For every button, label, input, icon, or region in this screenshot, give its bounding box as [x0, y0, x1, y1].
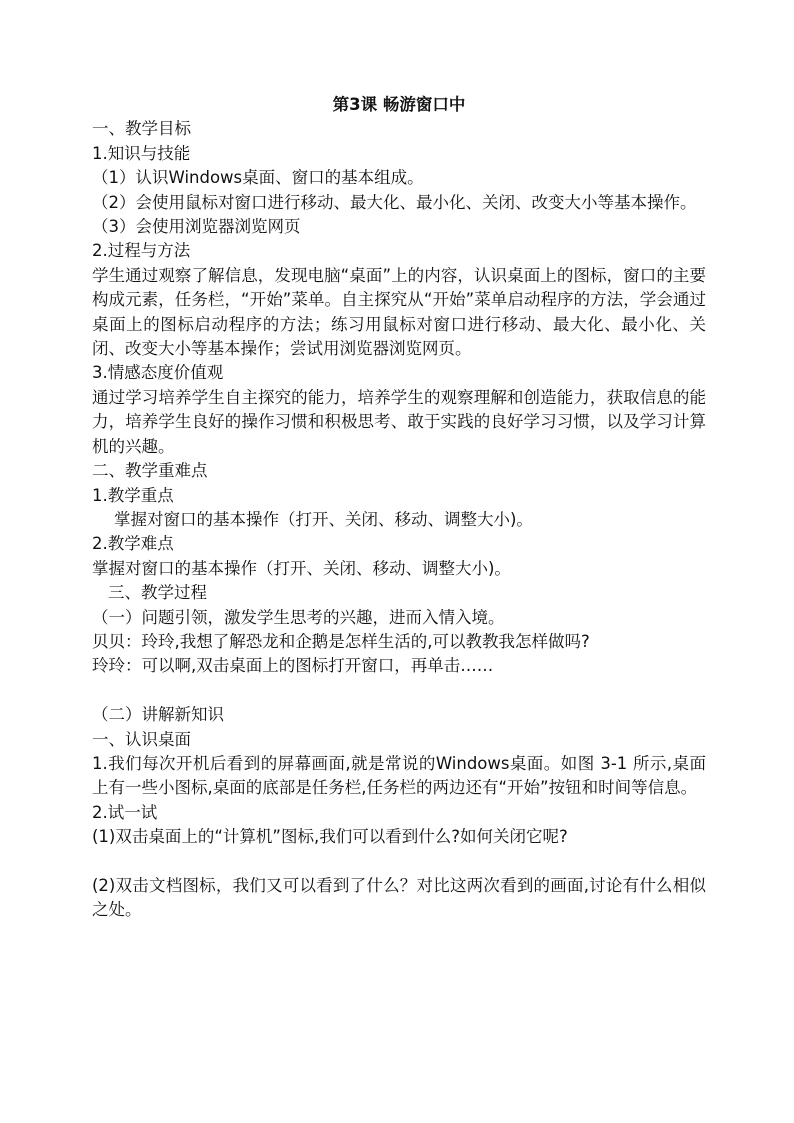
step-heading: （二）讲解新知识: [92, 705, 224, 725]
subsection-heading: 1.教学重点: [92, 485, 174, 505]
section-heading: 二、教学重难点: [92, 461, 208, 481]
blank-line: [92, 850, 706, 874]
section-heading: 一、教学目标: [92, 119, 191, 139]
subsection-heading: 1.知识与技能: [92, 143, 191, 163]
body-paragraph: 掌握对窗口的基本操作（打开、关闭、移动、调整大小)。: [92, 558, 511, 578]
dialogue-line: 玲玲：可以啊,双击桌面上的图标打开窗口，再单击……: [92, 656, 494, 676]
document-body: [92, 93, 706, 923]
subsection-heading: 2.教学难点: [92, 534, 174, 554]
body-paragraph: 掌握对窗口的基本操作（打开、关闭、移动、调整大小)。: [114, 509, 533, 529]
objective-item: （1）认识Windows桌面、窗口的基本组成。: [92, 168, 424, 188]
objective-item: （3）会使用浏览器浏览网页: [92, 217, 301, 237]
body-paragraph: 通过学习培养学生自主探究的能力，培养学生的观察理解和创造能力，获取信息的能力，培养学生良好的操作习惯和积极思考、敢于实践的良好学习习惯，以及学习计算机的兴趣。: [92, 387, 706, 456]
section-heading: 三、教学过程: [108, 583, 207, 603]
dialogue-line: 贝贝：玲玲,我想了解恐龙和企鹅是怎样生活的,可以教教我怎样做吗?: [92, 631, 590, 651]
lesson-title: 第3课 畅游窗口中: [332, 95, 466, 114]
subsection-heading: 2.试一试: [92, 802, 158, 822]
objective-item: （2）会使用鼠标对窗口进行移动、最大化、最小化、关闭、改变大小等基本操作。: [92, 192, 697, 212]
step-heading: （一）问题引领，激发学生思考的兴趣，进而入情入境。: [92, 607, 505, 627]
subsection-heading: 3.情感态度价值观: [92, 363, 224, 383]
body-paragraph: 1.我们每次开机后看到的屏幕画面,就是常说的Windows桌面。如图 3-1 所示,桌面上有一些小图标,桌面的底部是任务栏,任务栏的两边还有“开始”按钮和时间等信息。: [92, 753, 706, 798]
subsection-heading: 2.过程与方法: [92, 241, 191, 261]
section-heading: 一、认识桌面: [92, 729, 191, 749]
blank-line: [92, 679, 706, 703]
activity-item: (1)双击桌面上的“计算机”图标,我们可以看到什么?如何关闭它呢?: [92, 827, 568, 847]
body-paragraph: 学生通过观察了解信息，发现电脑“桌面”上的内容，认识桌面上的图标，窗口的主要构成元素，任务栏，“开始”菜单。自主探究从“开始”菜单启动程序的方法，学会通过桌面上的图标启动程序的方法；练习用鼠标对窗口进行移动、最大化、最小化、关闭、改变大小等基本操作；尝试用浏览器浏览网页。: [92, 265, 706, 359]
activity-item: (2)双击文档图标，我们又可以看到了什么？对比这两次看到的画面,讨论有什么相似之处。: [92, 875, 706, 920]
